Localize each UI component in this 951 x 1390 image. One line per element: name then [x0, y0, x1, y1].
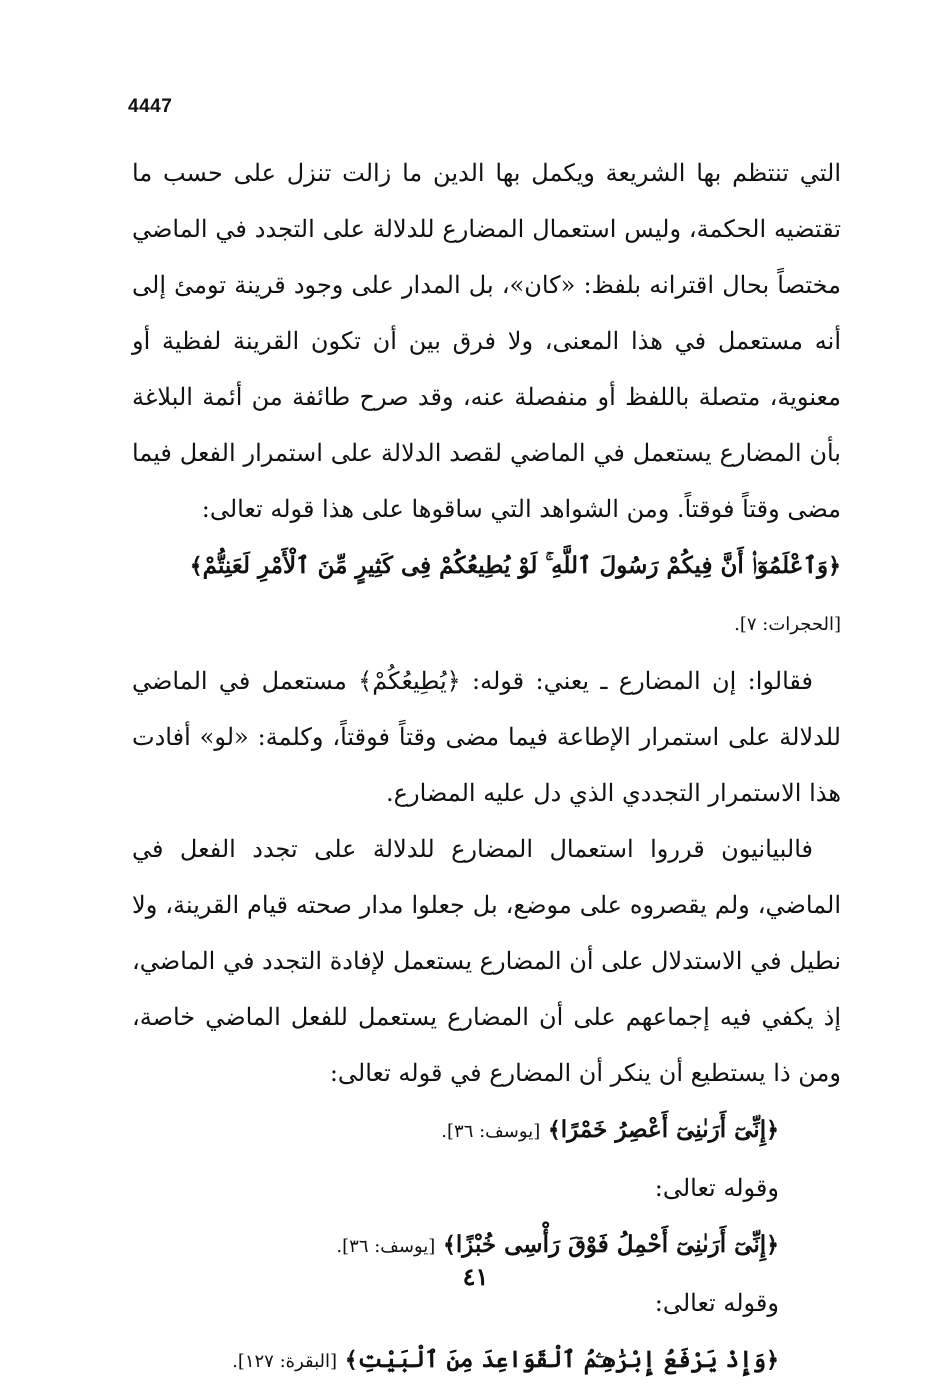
verse-close-bracket: ﴾: [344, 1347, 358, 1373]
paragraph-3: فالبيانيون قرروا استعمال المضارع للدلالة على تجدد الفعل في الماضي، ولم يقصروه على موضع، بل جعلوا مدار صحته قيام القرينة، ولا نطيل في الاستدلال على أن المضارع يستعمل لإفادة التجدد في الماضي، إذ يكفي فيه إجماعهم على أن المضارع يستعمل للفعل الماضي خاصة، ومن ذا يستطيع أن ينكر أن المضارع في قوله تعالى:: [132, 835, 841, 1087]
verse-open-bracket: ﴿: [766, 1117, 779, 1143]
verse-close-bracket: ﴾: [547, 1117, 561, 1143]
reference-number: 4447: [128, 96, 173, 117]
main-text: [132, 145, 841, 1390]
verse-text: وَإِذْ يَرْفَعُ إِبْرَٰهِـۧمُ ٱلْقَوَاعِدَ مِنَ ٱلْبَيْتِ: [357, 1346, 767, 1373]
verse-citation: [البقرة: ١٢٧].: [232, 1351, 338, 1372]
lead-text-2: وقوله تعالى:: [654, 1289, 779, 1317]
verse-open-bracket: ﴿: [828, 553, 841, 579]
verse-open-bracket: ﴿: [766, 1347, 779, 1373]
verse-text: وَٱعْلَمُوٓا۟ أَنَّ فِيكُمْ رَسُولَ ٱللَّهِ ۚ لَوْ يُطِيعُكُمْ فِى كَثِيرٍ مِّنَ ٱلْأَمْرِ لَعَنِتُّمْ: [202, 552, 829, 579]
lead-text-1: وقوله تعالى:: [654, 1174, 779, 1202]
quran-verse-4: [132, 1331, 841, 1390]
verse-open-bracket: ﴿: [766, 1232, 779, 1258]
verse-citation: [الحجرات: ٧].: [734, 614, 841, 635]
paragraph-2: فقالوا: إن المضارع ـ يعني: قوله: ﴿يُطِيعُكُمْ﴾ مستعمل في الماضي للدلالة على استمرار الإطاعة فيما مضى وقتاً فوقتاً، وكلمة: «لو» أفادت هذا الاستمرار التجددي الذي دل عليه المضارع.: [132, 667, 841, 807]
paragraph-1: التي تنتظم بها الشريعة ويكمل بها الدين ما زالت تنزل على حسب ما تقتضيه الحكمة، وليس استعمال المضارع للدلالة على التجدد في الماضي مختصاً بحال اقترانه بلفظ: «كان»، بل المدار على وجود قرينة تومئ إلى أنه مستعمل في هذا المعنى، ولا فرق بين أن تكون القرينة لفظية أو معنوية، متصلة باللفظ أو منفصلة عنه، وقد صرح طائفة من أئمة البلاغة بأن المضارع يستعمل في الماضي لقصد الدلالة على استمرار الفعل فيما مضى وقتاً فوقتاً. ومن الشواهد التي ساقوها على هذا قوله تعالى:: [132, 159, 841, 523]
verse-close-bracket: ﴾: [442, 1232, 456, 1258]
verse-text: إِنِّىٓ أَرَىٰنِىٓ أَعْصِرُ خَمْرًا: [560, 1116, 767, 1143]
verse-close-bracket: ﴾: [189, 553, 203, 579]
verse-citation: [يوسف: ٣٦].: [336, 1236, 436, 1257]
quran-verse-1: [132, 537, 841, 653]
verse-citation: [يوسف: ٣٦].: [441, 1121, 541, 1142]
verse-text: إِنِّىٓ أَرَىٰنِىٓ أَحْمِلُ فَوْقَ رَأْسِى خُبْزًا: [455, 1231, 767, 1258]
quran-verse-2: [132, 1101, 841, 1160]
page-number: ٤١: [462, 1262, 489, 1291]
